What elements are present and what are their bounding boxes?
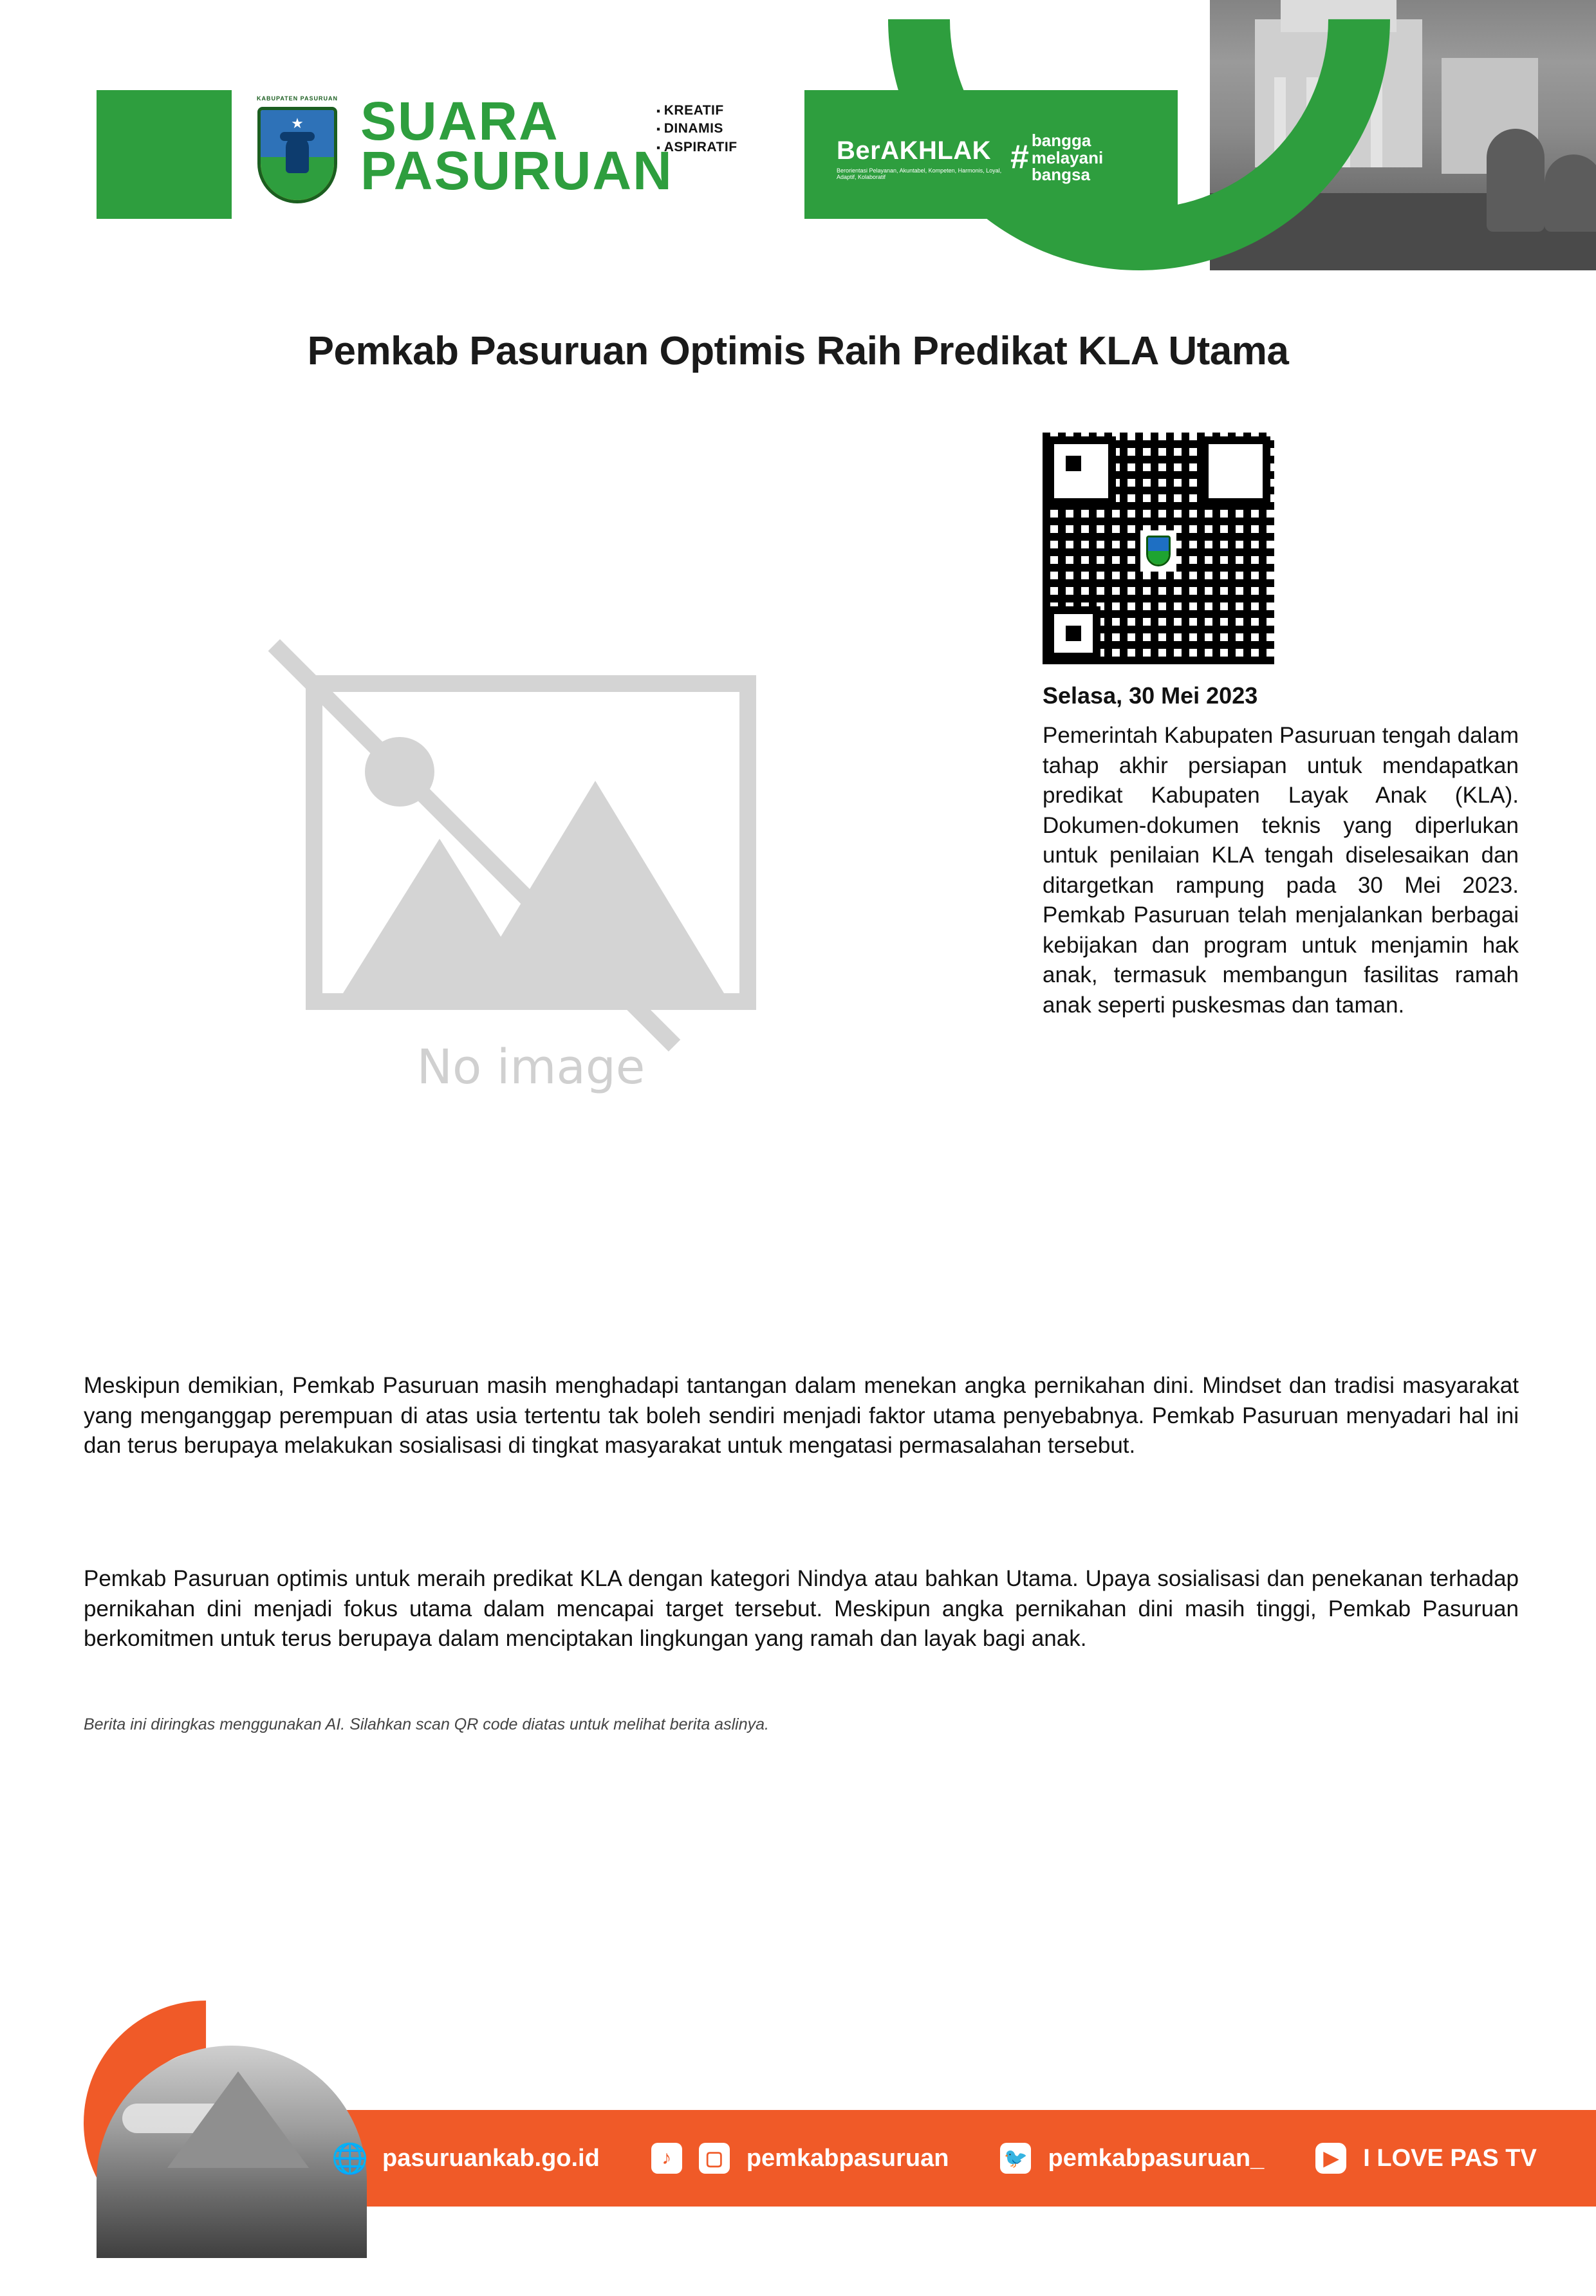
berakhlak-logo [837, 136, 1004, 181]
article-date: Selasa, 30 Mei 2023 [1043, 682, 1258, 709]
footer-instagram-handle[interactable]: pemkabpasuruan [746, 2144, 949, 2172]
article-paragraph-2: Meskipun demikian, Pemkab Pasuruan masih menghadapi tantangan dalam menekan angka pernikahan dini. Mindset dan tradisi masyarakat yang menganggap perempuan di atas usia tertentu tak boleh sendiri menjadi faktor utama penyebabnya. Pemkab Pasuruan menyadari hal ini dan terus berupaya melakukan sosialisasi di tingkat masyarakat untuk mengatasi permasalahan tersebut. [84, 1373, 1519, 1459]
tagline-3: ▪ ASPIRATIF [656, 138, 738, 156]
crest-label: KABUPATEN PASURUAN [257, 95, 338, 102]
article-paragraph-1: Pemerintah Kabupaten Pasuruan tengah dalam tahap akhir persiapan untuk mendapatkan predikat Kabupaten Layak Anak (KLA). Dokumen-dokumen teknis yang diperlukan untuk penilaian KLA tengah diselesaikan dan ditargetkan rampung pada 30 Mei 2023. Pemkab Pasuruan telah menjalankan berbagai kebijakan dan program untuk menjamin hak anak, termasuk membangun fasilitas ramah anak seperti puskesmas dan taman. [1043, 723, 1519, 1018]
tiktok-icon[interactable]: ♪ [651, 2143, 682, 2174]
page-title: Pemkab Pasuruan Optimis Raih Predikat KLA Utama [307, 329, 1289, 373]
ai-summary-note: Berita ini diringkas menggunakan AI. Silahkan scan QR code diatas untuk melihat berita aslinya. [84, 1715, 769, 1733]
hash-icon: # [1010, 138, 1029, 176]
bangga-line-1: bangga [1031, 131, 1091, 150]
page-footer [0, 2001, 1596, 2258]
footer-twitter-handle[interactable]: pemkabpasuruan_ [1048, 2144, 1265, 2172]
youtube-icon[interactable]: ▶ [1315, 2143, 1346, 2174]
article-image-placeholder [277, 605, 785, 1165]
footer-contact-list [331, 2110, 1557, 2207]
footer-website[interactable]: pasuruankab.go.id [382, 2144, 600, 2172]
tagline-1: ▪ KREATIF [656, 102, 738, 120]
brand-wordmark [360, 91, 673, 201]
berakhlak-title: BerAKHLAK [837, 136, 992, 165]
no-image-label: No image [416, 1040, 645, 1095]
twitter-icon[interactable]: 🐦 [1000, 2143, 1031, 2174]
brand-tagline [656, 102, 738, 156]
tagline-2: ▪ DINAMIS [656, 120, 738, 138]
page-header [0, 0, 1596, 270]
bangga-melayani-bangsa-logo [1010, 132, 1103, 183]
footer-youtube-channel[interactable]: I LOVE PAS TV [1363, 2144, 1537, 2172]
qr-code[interactable] [1043, 433, 1274, 664]
brand-line-1: SUARA [360, 91, 559, 151]
globe-icon: 🌐 [331, 2141, 369, 2175]
pasuruan-crest-logo: KABUPATEN PASURUAN ★ [252, 95, 342, 211]
qr-center-crest-icon [1140, 530, 1176, 572]
berakhlak-subtitle: Berorientasi Pelayanan, Akuntabel, Kompeten, Harmonis, Loyal, Adaptif, Kolaboratif [837, 167, 1002, 181]
bangga-line-3: bangsa [1031, 165, 1090, 185]
brand-line-2: PASURUAN [360, 140, 673, 201]
article-paragraph-3: Pemkab Pasuruan optimis untuk meraih predikat KLA dengan kategori Nindya atau bahkan Utama. Upaya sosialisasi dan penekanan terhadap pernikahan dini menjadi fokus utama dalam mencapai target tersebut. Meskipun angka pernikahan dini masih tinggi, Pemkab Pasuruan berkomitmen untuk terus berupaya dalam menciptakan lingkungan yang ramah dan layak bagi anak. [84, 1566, 1519, 1652]
broken-image-icon [306, 675, 756, 1010]
instagram-icon[interactable]: ▢ [699, 2143, 730, 2174]
bangga-line-2: melayani [1031, 147, 1104, 167]
